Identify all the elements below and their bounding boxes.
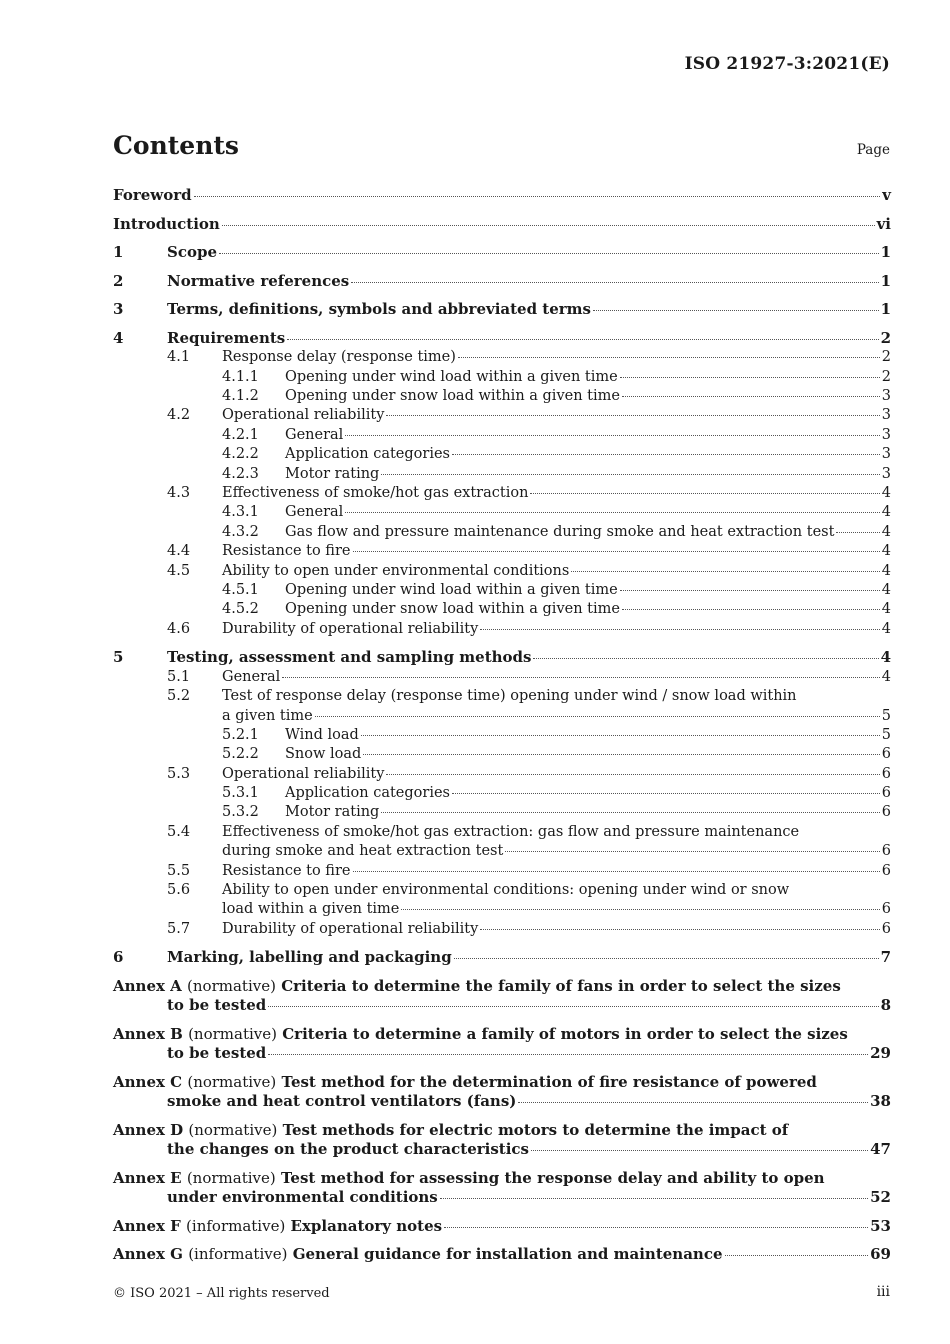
table-of-contents bbox=[113, 186, 891, 1265]
dot-leader bbox=[622, 386, 880, 397]
toc-page-number: 4 bbox=[881, 581, 891, 598]
toc-entry-text bbox=[167, 1188, 891, 1207]
toc-entry-label: Requirements bbox=[167, 328, 286, 347]
annex-number: Annex E bbox=[113, 1168, 182, 1187]
toc-page-number: 3 bbox=[881, 465, 891, 482]
dot-leader bbox=[836, 522, 879, 533]
toc-entry-number: 5.6 bbox=[167, 882, 191, 899]
toc-entry-text bbox=[113, 1169, 891, 1188]
toc-entry-label: Resistance to fire bbox=[222, 543, 351, 560]
toc-entry[interactable] bbox=[113, 1025, 891, 1044]
toc-entry[interactable] bbox=[113, 581, 891, 600]
toc-page-number: 6 bbox=[881, 901, 891, 918]
toc-entry-text bbox=[167, 272, 891, 291]
toc-entry[interactable] bbox=[113, 620, 891, 639]
toc-entry-label: Snow load bbox=[285, 746, 362, 763]
toc-entry[interactable] bbox=[113, 272, 891, 291]
dot-leader bbox=[452, 444, 880, 455]
toc-entry-number: 5 bbox=[113, 648, 124, 667]
toc-entry[interactable] bbox=[113, 445, 891, 464]
toc-entry[interactable] bbox=[113, 726, 891, 745]
toc-entry-number: 4.3 bbox=[167, 485, 191, 502]
dot-leader bbox=[440, 1188, 868, 1199]
annex-number: Annex C bbox=[113, 1072, 183, 1091]
dot-leader bbox=[386, 405, 879, 416]
toc-page-number: 6 bbox=[881, 862, 891, 879]
toc-entry-number: 4.2.1 bbox=[222, 426, 259, 443]
toc-entry[interactable] bbox=[113, 1121, 891, 1140]
toc-entry-text bbox=[167, 300, 891, 319]
dot-leader bbox=[363, 744, 879, 755]
dot-leader bbox=[353, 541, 880, 552]
toc-entry[interactable] bbox=[113, 300, 891, 319]
toc-entry-label: Terms, definitions, symbols and abbreviated terms bbox=[167, 300, 591, 319]
toc-entry-label: Wind load bbox=[285, 726, 359, 743]
toc-entry-number: 5.7 bbox=[167, 920, 191, 937]
dot-leader bbox=[381, 802, 879, 813]
toc-page-number: 47 bbox=[870, 1140, 891, 1159]
toc-entry[interactable] bbox=[113, 920, 891, 939]
toc-entry-label: smoke and heat control ventilators (fans) bbox=[167, 1092, 517, 1111]
toc-entry-text bbox=[167, 1044, 891, 1063]
annex-title: Criteria to determine the family of fans in order to select the sizes bbox=[281, 976, 841, 995]
toc-page-number: 6 bbox=[881, 920, 891, 937]
toc-entry-label: Motor rating bbox=[285, 804, 380, 821]
toc-entry-text bbox=[222, 920, 891, 939]
toc-entry-number: 5.3.2 bbox=[222, 804, 259, 821]
toc-entry[interactable] bbox=[113, 881, 891, 900]
toc-entry-number: 1 bbox=[113, 243, 124, 262]
toc-entry-text bbox=[222, 542, 891, 561]
toc-entry[interactable] bbox=[113, 562, 891, 581]
toc-entry-label: Application categories bbox=[285, 446, 450, 463]
toc-entry-number: 4.3.1 bbox=[222, 504, 259, 521]
toc-entry-text bbox=[222, 823, 891, 842]
toc-page-number: 4 bbox=[881, 668, 891, 685]
toc-entry-text bbox=[222, 406, 891, 425]
toc-page-number: 4 bbox=[881, 562, 891, 579]
toc-entry-label: Application categories bbox=[285, 785, 450, 802]
toc-entry-text bbox=[222, 562, 891, 581]
toc-entry-continuation[interactable] bbox=[113, 1092, 891, 1111]
toc-entry-number: 2 bbox=[113, 271, 124, 290]
toc-entry-label: Scope bbox=[167, 243, 218, 262]
toc-entry-label: during smoke and heat extraction test bbox=[222, 843, 504, 860]
toc-entry[interactable] bbox=[113, 977, 891, 996]
dot-leader bbox=[401, 899, 879, 910]
toc-entry-label: Operational reliability bbox=[222, 407, 385, 424]
toc-page-number: 4 bbox=[881, 601, 891, 618]
dot-leader bbox=[444, 1217, 868, 1228]
toc-entry-text bbox=[222, 765, 891, 784]
toc-page-number: 6 bbox=[881, 843, 891, 860]
toc-entry-label: Opening under wind load within a given time bbox=[285, 368, 618, 385]
toc-entry-text bbox=[222, 348, 891, 367]
dot-leader bbox=[518, 1092, 868, 1103]
toc-entry[interactable] bbox=[113, 426, 891, 445]
toc-entry[interactable] bbox=[113, 329, 891, 348]
toc-entry-text bbox=[113, 1245, 891, 1264]
page-column-label: Page bbox=[856, 142, 890, 158]
toc-entry-text bbox=[285, 523, 891, 542]
toc-entry-text bbox=[285, 581, 891, 600]
toc-entry-label bbox=[113, 1073, 817, 1092]
toc-entry-label: Testing, assessment and sampling methods bbox=[167, 648, 532, 667]
dot-leader bbox=[282, 667, 879, 678]
toc-entry-text bbox=[285, 465, 891, 484]
toc-entry[interactable] bbox=[113, 668, 891, 687]
toc-entry-label bbox=[113, 1245, 723, 1264]
toc-entry-label: Gas flow and pressure maintenance during smoke and heat extraction test bbox=[285, 523, 835, 540]
toc-page-number: 3 bbox=[881, 426, 891, 443]
dot-leader bbox=[725, 1245, 869, 1256]
page-title: Contents bbox=[113, 131, 240, 160]
dot-leader bbox=[480, 619, 879, 630]
toc-entry-label: Normative references bbox=[167, 271, 350, 290]
annex-number: Annex F bbox=[113, 1216, 181, 1235]
toc-entry-number: 5.5 bbox=[167, 862, 191, 879]
toc-entry-number: 4.5.1 bbox=[222, 581, 259, 598]
toc-page-number: 4 bbox=[881, 485, 891, 502]
toc-entry-continuation[interactable] bbox=[113, 842, 891, 861]
toc-page-number: 2 bbox=[880, 328, 891, 347]
toc-entry[interactable] bbox=[113, 600, 891, 619]
toc-entry[interactable] bbox=[113, 368, 891, 387]
toc-entry-label: Introduction bbox=[113, 214, 220, 233]
dot-leader bbox=[361, 725, 880, 736]
dot-leader bbox=[353, 861, 880, 872]
toc-page-number: 6 bbox=[881, 804, 891, 821]
toc-entry-label bbox=[113, 1217, 442, 1236]
toc-entry-number: 4.1.1 bbox=[222, 368, 259, 385]
toc-entry-label: Opening under snow load within a given time bbox=[285, 388, 620, 405]
dot-leader bbox=[268, 996, 878, 1007]
dot-leader bbox=[315, 706, 880, 717]
toc-page-number: 4 bbox=[880, 648, 891, 667]
toc-entry[interactable] bbox=[113, 745, 891, 764]
toc-entry[interactable] bbox=[113, 1217, 891, 1236]
toc-entry-label: Effectiveness of smoke/hot gas extraction: gas flow and pressure maintenance bbox=[222, 823, 800, 840]
toc-entry-number: 4.6 bbox=[167, 620, 191, 637]
annex-kind: (normative) bbox=[188, 1024, 277, 1043]
toc-entry-number: 4.5 bbox=[167, 562, 191, 579]
toc-entry-continuation[interactable] bbox=[113, 1044, 891, 1063]
toc-entry[interactable] bbox=[113, 523, 891, 542]
toc-entry-text bbox=[113, 1121, 891, 1140]
toc-entry-number: 4.1.2 bbox=[222, 388, 259, 405]
dot-leader bbox=[454, 948, 879, 959]
toc-entry-text bbox=[113, 186, 891, 205]
toc-page-number: 2 bbox=[881, 368, 891, 385]
toc-entry-label: under environmental conditions bbox=[167, 1188, 438, 1207]
toc-entry-label bbox=[113, 1121, 788, 1140]
toc-entry-text bbox=[222, 484, 891, 503]
toc-entry-text bbox=[285, 726, 891, 745]
toc-entry-continuation[interactable] bbox=[113, 1188, 891, 1207]
dot-leader bbox=[620, 367, 880, 378]
toc-page-number: 4 bbox=[881, 504, 891, 521]
toc-entry-number: 5.3.1 bbox=[222, 785, 259, 802]
toc-entry-text bbox=[285, 503, 891, 522]
dot-leader bbox=[533, 648, 878, 659]
dot-leader bbox=[622, 599, 880, 610]
toc-entry-text bbox=[285, 745, 891, 764]
toc-entry-text bbox=[222, 668, 891, 687]
toc-entry-label: to be tested bbox=[167, 996, 267, 1015]
toc-entry-label bbox=[113, 1169, 825, 1188]
toc-entry-label: to be tested bbox=[167, 1044, 267, 1063]
toc-entry-label: General bbox=[222, 668, 281, 685]
toc-entry-number: 4.1 bbox=[167, 349, 191, 366]
toc-entry-text bbox=[113, 1073, 891, 1092]
dot-leader bbox=[219, 243, 879, 254]
dot-leader bbox=[222, 215, 875, 226]
dot-leader bbox=[531, 1140, 868, 1151]
annex-number: Annex G bbox=[113, 1245, 183, 1264]
dot-leader bbox=[452, 783, 880, 794]
page-number: iii bbox=[876, 1284, 890, 1300]
toc-entry[interactable] bbox=[113, 186, 891, 205]
annex-number: Annex B bbox=[113, 1024, 183, 1043]
toc-entry-label: Opening under wind load within a given time bbox=[285, 581, 618, 598]
toc-entry-number: 4 bbox=[113, 328, 124, 347]
toc-page-number: 6 bbox=[881, 746, 891, 763]
toc-entry-number: 4.2.2 bbox=[222, 446, 259, 463]
toc-entry-text bbox=[167, 329, 891, 348]
toc-page-number: 1 bbox=[880, 271, 891, 290]
toc-entry-continuation[interactable] bbox=[113, 900, 891, 919]
toc-entry-label bbox=[113, 977, 841, 996]
dot-leader bbox=[268, 1044, 868, 1055]
toc-entry-label: General bbox=[285, 504, 344, 521]
toc-entry-continuation[interactable] bbox=[113, 1140, 891, 1159]
toc-entry-label: Marking, labelling and packaging bbox=[167, 948, 452, 967]
toc-entry-number: 5.3 bbox=[167, 765, 191, 782]
toc-entry-text bbox=[222, 881, 891, 900]
toc-entry-label: Ability to open under environmental conditions: opening under wind or snow bbox=[222, 882, 790, 899]
toc-entry[interactable] bbox=[113, 823, 891, 842]
toc-entry-text bbox=[167, 1092, 891, 1111]
dot-leader bbox=[530, 483, 879, 494]
toc-entry-number: 5.4 bbox=[167, 823, 191, 840]
annex-title: Criteria to determine a family of motors in order to select the sizes bbox=[282, 1024, 848, 1043]
dot-leader bbox=[381, 464, 879, 475]
toc-page-number: 8 bbox=[880, 996, 891, 1015]
dot-leader bbox=[593, 300, 879, 311]
toc-entry-text bbox=[113, 977, 891, 996]
toc-page-number: 38 bbox=[870, 1092, 891, 1111]
toc-entry-label: the changes on the product characteristics bbox=[167, 1140, 530, 1159]
toc-page-number: 5 bbox=[881, 726, 891, 743]
toc-page-number: 52 bbox=[870, 1188, 891, 1207]
toc-page-number: 4 bbox=[881, 620, 891, 637]
toc-entry-label: Opening under snow load within a given time bbox=[285, 601, 620, 618]
toc-page-number: 6 bbox=[881, 765, 891, 782]
toc-page-number: v bbox=[882, 186, 891, 204]
dot-leader bbox=[458, 347, 880, 358]
annex-title: Test method for assessing the response delay and ability to open bbox=[280, 1168, 825, 1187]
toc-entry-text bbox=[222, 687, 891, 706]
dot-leader bbox=[351, 272, 878, 283]
toc-entry[interactable] bbox=[113, 862, 891, 881]
toc-entry[interactable] bbox=[113, 948, 891, 967]
annex-kind: (normative) bbox=[187, 1072, 277, 1091]
toc-page-number: 3 bbox=[881, 407, 891, 424]
toc-entry-text bbox=[285, 600, 891, 619]
toc-page-number: 69 bbox=[870, 1245, 891, 1264]
toc-entry-text bbox=[222, 842, 891, 861]
toc-entry-label: Durability of operational reliability bbox=[222, 620, 479, 637]
toc-entry-text bbox=[285, 368, 891, 387]
toc-entry-text bbox=[285, 803, 891, 822]
toc-entry-text bbox=[113, 1025, 891, 1044]
dot-leader bbox=[571, 561, 879, 572]
toc-entry-text bbox=[285, 784, 891, 803]
toc-entry-text bbox=[285, 426, 891, 445]
toc-page-number: 4 bbox=[881, 523, 891, 540]
toc-entry-number: 4.3.2 bbox=[222, 523, 259, 540]
annex-title: Test methods for electric motors to determine the impact of bbox=[282, 1120, 789, 1139]
toc-page-number: 29 bbox=[870, 1044, 891, 1063]
toc-entry[interactable] bbox=[113, 348, 891, 367]
toc-entry-number: 5.2.1 bbox=[222, 726, 259, 743]
toc-entry-label: Foreword bbox=[113, 186, 192, 204]
toc-entry[interactable] bbox=[113, 784, 891, 803]
toc-entry-label: Test of response delay (response time) opening under wind / snow load within bbox=[222, 688, 797, 705]
toc-entry-label bbox=[113, 1025, 848, 1044]
toc-entry-text bbox=[222, 620, 891, 639]
dot-leader bbox=[345, 502, 879, 513]
toc-entry-number: 4.2 bbox=[167, 407, 191, 424]
toc-entry-continuation[interactable] bbox=[113, 996, 891, 1015]
toc-entry[interactable] bbox=[113, 484, 891, 503]
toc-page-number: 6 bbox=[881, 785, 891, 802]
toc-entry-number: 5.2 bbox=[167, 688, 191, 705]
annex-kind: (informative) bbox=[186, 1216, 286, 1235]
annex-title: Test method for the determination of fire resistance of powered bbox=[281, 1072, 817, 1091]
annex-number: Annex D bbox=[113, 1120, 184, 1139]
toc-entry-text bbox=[285, 387, 891, 406]
toc-entry-label: General bbox=[285, 426, 344, 443]
toc-entry-text bbox=[113, 1217, 891, 1236]
toc-entry[interactable] bbox=[113, 687, 891, 706]
dot-leader bbox=[505, 841, 879, 852]
toc-entry-text bbox=[167, 648, 891, 667]
toc-page-number: 1 bbox=[880, 243, 891, 262]
toc-page-number: 5 bbox=[881, 707, 891, 724]
toc-entry-label: Operational reliability bbox=[222, 765, 385, 782]
toc-entry-number: 5.1 bbox=[167, 668, 191, 685]
dot-leader bbox=[345, 425, 879, 436]
dot-leader bbox=[194, 186, 881, 197]
toc-entry-label: Resistance to fire bbox=[222, 862, 351, 879]
annex-kind: (informative) bbox=[188, 1245, 288, 1264]
toc-page-number: 4 bbox=[881, 543, 891, 560]
annex-title: General guidance for installation and maintenance bbox=[292, 1245, 723, 1264]
toc-entry-number: 4.5.2 bbox=[222, 601, 259, 618]
toc-page-number: 1 bbox=[880, 300, 891, 319]
toc-page-number: 3 bbox=[881, 388, 891, 405]
toc-entry-label: Effectiveness of smoke/hot gas extraction bbox=[222, 485, 529, 502]
dot-leader bbox=[620, 580, 880, 591]
dot-leader bbox=[287, 329, 878, 340]
toc-page-number: 53 bbox=[870, 1216, 891, 1235]
annex-title: Explanatory notes bbox=[290, 1216, 443, 1235]
toc-page-number: 7 bbox=[880, 948, 891, 967]
toc-entry[interactable] bbox=[113, 243, 891, 262]
toc-entry-label: Ability to open under environmental conditions bbox=[222, 562, 570, 579]
dot-leader bbox=[480, 919, 879, 930]
copyright-notice: © ISO 2021 – All rights reserved bbox=[113, 1286, 330, 1301]
toc-entry[interactable] bbox=[113, 406, 891, 425]
toc-entry-label: Response delay (response time) bbox=[222, 349, 456, 366]
annex-kind: (normative) bbox=[187, 976, 276, 995]
toc-entry-text bbox=[222, 707, 891, 726]
toc-entry-text bbox=[167, 243, 891, 262]
toc-entry-number: 5.2.2 bbox=[222, 746, 259, 763]
toc-entry-text bbox=[285, 445, 891, 464]
toc-entry-label: load within a given time bbox=[222, 901, 400, 918]
annex-kind: (normative) bbox=[186, 1168, 276, 1187]
annex-number: Annex A bbox=[113, 976, 182, 995]
document-id: ISO 21927-3:2021(E) bbox=[684, 54, 890, 74]
toc-entry[interactable] bbox=[113, 803, 891, 822]
toc-entry-label: a given time bbox=[222, 707, 313, 724]
toc-entry-label: Motor rating bbox=[285, 465, 380, 482]
annex-kind: (normative) bbox=[188, 1120, 278, 1139]
toc-entry[interactable] bbox=[113, 542, 891, 561]
toc-entry-text bbox=[167, 996, 891, 1015]
toc-entry-number: 3 bbox=[113, 300, 124, 319]
toc-entry-text bbox=[222, 900, 891, 919]
toc-entry-label: Durability of operational reliability bbox=[222, 920, 479, 937]
toc-page-number: vi bbox=[876, 214, 891, 233]
toc-entry[interactable] bbox=[113, 1245, 891, 1264]
toc-entry[interactable] bbox=[113, 765, 891, 784]
toc-entry-number: 4.2.3 bbox=[222, 465, 259, 482]
toc-entry[interactable] bbox=[113, 465, 891, 484]
toc-page-number: 3 bbox=[881, 446, 891, 463]
toc-entry-continuation[interactable] bbox=[113, 707, 891, 726]
dot-leader bbox=[386, 764, 879, 775]
toc-entry-text bbox=[167, 948, 891, 967]
toc-entry[interactable] bbox=[113, 648, 891, 667]
toc-entry[interactable] bbox=[113, 387, 891, 406]
toc-entry-text bbox=[222, 862, 891, 881]
toc-entry-number: 4.4 bbox=[167, 543, 191, 560]
toc-entry-text bbox=[113, 215, 891, 234]
toc-entry-text bbox=[167, 1140, 891, 1159]
toc-entry[interactable] bbox=[113, 1169, 891, 1188]
toc-entry[interactable] bbox=[113, 503, 891, 522]
toc-entry[interactable] bbox=[113, 1073, 891, 1092]
toc-entry[interactable] bbox=[113, 215, 891, 234]
toc-page-number: 2 bbox=[881, 349, 891, 366]
toc-entry-number: 6 bbox=[113, 948, 124, 967]
